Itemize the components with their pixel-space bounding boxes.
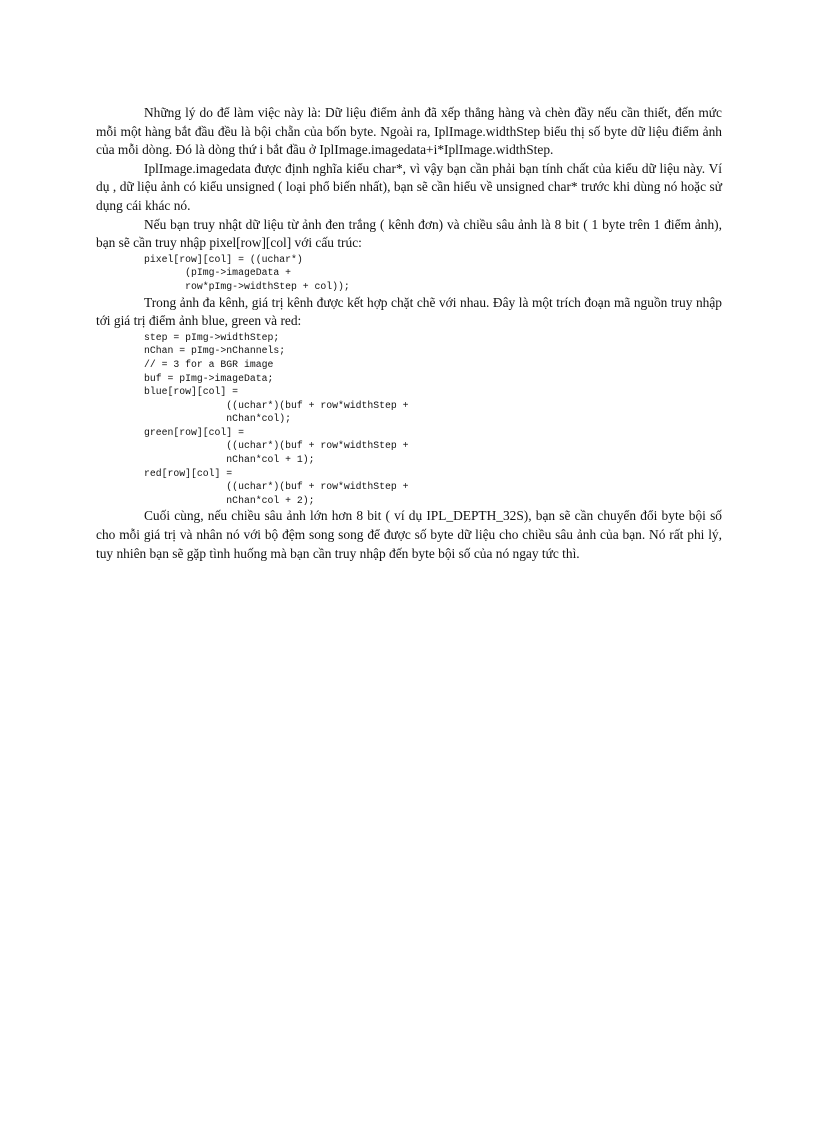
paragraph-3 [96, 216, 722, 253]
code-line: green[row][col] = [144, 426, 244, 438]
code-line: pixel[row][col] = ((uchar*) [144, 253, 303, 265]
p4-line: mã nguồn truy nhập tới giá trị điểm ảnh blue, green và red: [96, 294, 723, 329]
p1-line: biểu thị số byte dữ liệu điểm ảnh của mỗi dòng. Đó là dòng thứ i bắt đầu ở [96, 123, 722, 158]
p5-line: byte bội số của nó ngay tức thì. [411, 545, 580, 561]
code-line: nChan*col); [144, 413, 291, 425]
p2-line: IplImage.imagedata được định nghĩa kiểu char*, vì vậy bạn cần phải bạn tính chất của [144, 160, 612, 176]
p2-line: kiểu dữ liệu này. Ví dụ , dữ liệu ảnh có kiểu unsigned ( loại phổ biến nhất), bạn sẽ cần hiểu về [96, 160, 722, 195]
code-line: nChan = pImg->nChannels; [144, 345, 286, 357]
p5-line: đổi byte bội số cho mỗi giá trị và nhân nó với bộ đệm song song để được số byte dữ liệu cho [96, 508, 722, 543]
code-line: ((uchar*)(buf + row*widthStep + [144, 481, 409, 493]
p3-line: trên 1 điểm ảnh), bạn sẽ cần truy nhập pixel[row][col] với cấu trúc: [96, 216, 722, 251]
p4-line: Trong ảnh đa kênh, giá trị kênh được kết hợp chặt chẽ với nhau. Đây là một trích đoạn [144, 294, 611, 310]
code-line: // = 3 for a BGR image [144, 358, 274, 370]
code-line: row*pImg->widthStep + col)); [144, 280, 350, 292]
code-line: ((uchar*)(buf + row*widthStep + [144, 399, 409, 411]
code-line: buf = pImg->imageData; [144, 372, 274, 384]
code-line: (pImg->imageData + [144, 267, 291, 279]
p5-line: chiều sâu ảnh của bạn. Nó rất phi lý, tuy nhiên bạn sẽ gặp tình huống mà bạn cần truy nhập đến [96, 527, 722, 561]
p2-line: unsigned char* trước khi dùng nó hoặc sử dụng cái khác nó. [96, 179, 722, 213]
code-block-1 [144, 253, 722, 294]
code-line: blue[row][col] = [144, 386, 239, 398]
code-line: nChan*col + 2); [144, 494, 315, 506]
code-line: red[row][col] = [144, 467, 233, 479]
code-line: ((uchar*)(buf + row*widthStep + [144, 440, 409, 452]
p1-line: IplImage.imagedata+i*IplImage.widthStep. [319, 142, 554, 158]
document-page [96, 104, 722, 563]
p3-line: Nếu bạn truy nhật dữ liệu từ ảnh đen trắng ( kênh đơn) và chiều sâu ảnh là 8 bit ( 1 byte [144, 216, 626, 232]
code-line: nChan*col + 1); [144, 454, 315, 466]
p5-line: Cuối cùng, nếu chiều sâu ảnh lớn hơn 8 bit ( ví dụ IPL_DEPTH_32S), bạn sẽ cần chuyển [144, 508, 637, 524]
p1-line: Những lý do để làm việc này là: Dữ liệu điểm ảnh đã xếp thẳng hàng và chèn đầy nếu cần [144, 105, 640, 120]
code-line: step = pImg->widthStep; [144, 331, 280, 343]
paragraph-1 [96, 104, 722, 160]
paragraph-5 [96, 507, 722, 563]
code-block-2 [144, 331, 722, 508]
p1-line: thiết, đến mức mỗi một hàng bắt đầu đều là bội chẵn của bốn byte. Ngoài ra, IplImage.widthStep [96, 105, 722, 139]
paragraph-4 [96, 294, 722, 331]
paragraph-2 [96, 160, 722, 216]
